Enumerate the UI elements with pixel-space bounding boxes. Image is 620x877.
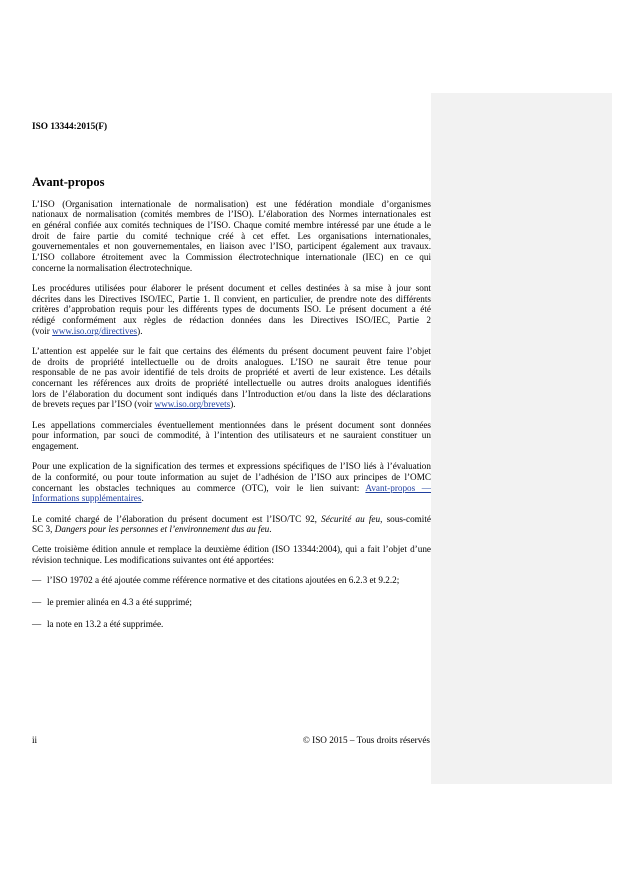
- text-line: Les procédures utilisées pour élaborer le présent document et celles destinées à sa mise à jour sont: [32, 282, 431, 293]
- list-item: [32, 597, 431, 608]
- text-segment: ).: [137, 325, 143, 336]
- text-line: de droits de propriété intellectuelle ou de droits analogues. L’ISO ne saurait être tenue pour: [32, 356, 431, 367]
- text-segment: (voir: [32, 325, 53, 336]
- list-item: [32, 619, 431, 630]
- text-line: [32, 524, 431, 535]
- text-line: de la conformité, ou pour toute information au sujet de l’adhésion de l’ISO aux principes de l’OMC: [32, 471, 431, 482]
- italic-text: Dangers pour les personnes et l’environnement dus au feu: [54, 524, 270, 535]
- foreword-paragraph: [32, 461, 431, 504]
- foreword-body: [32, 199, 431, 641]
- foreword-paragraph: [32, 514, 431, 535]
- text-line: [32, 326, 431, 337]
- text-segment: .: [269, 524, 272, 535]
- text-line: rédigé conformément aux règles de rédaction données dans les Directives ISO/IEC, Partie 2: [32, 315, 431, 326]
- text-line: engagement.: [32, 441, 79, 452]
- foreword-paragraph: [32, 346, 431, 410]
- text-line: Pour une explication de la signification des termes et expressions spécifiques de l’ISO liés à l’évaluation: [32, 461, 431, 472]
- text-line: pour information, par souci de commodité, à l’intention des utilisateurs et ne sauraient constituer un: [32, 430, 431, 441]
- copyright-notice: © ISO 2015 – Tous droits réservés: [302, 734, 430, 745]
- text-segment: Le comité chargé de l’élaboration du présent document est l’ISO/TC 92,: [32, 513, 322, 524]
- hyperlink[interactable]: www.iso.org/directives: [52, 325, 138, 336]
- list-item-text: le premier alinéa en 4.3 a été supprimé;: [47, 597, 192, 608]
- foreword-paragraph: [32, 283, 431, 337]
- text-line: critères d’approbation requis pour les différents types de documents ISO. Le présent document a été: [32, 304, 431, 315]
- text-line: L’attention est appelée sur le fait que certains des éléments du présent document peuvent faire l’objet: [32, 345, 431, 356]
- text-line: [32, 493, 431, 504]
- list-item: [32, 575, 431, 586]
- text-line: Les appellations commerciales éventuellement mentionnées dans le présent document sont données: [32, 419, 431, 430]
- text-line: concerne la normalisation électrotechnique.: [32, 262, 193, 273]
- list-item-text: l’ISO 19702 a été ajoutée comme référence normative et des citations ajoutées en 6.2.3 et 9.2.2;: [47, 575, 400, 586]
- italic-text: Sécurité au feu: [321, 513, 381, 524]
- list-bullet: —: [32, 618, 42, 629]
- text-line: nationaux de normalisation (comités membres de l’ISO). L’élaboration des Normes internationales est: [32, 209, 431, 220]
- section-title: Avant-propos: [32, 175, 105, 189]
- list-bullet: —: [32, 597, 42, 608]
- text-line: décrites dans les Directives ISO/IEC, Partie 1. Il convient, en particulier, de prendre note des différents: [32, 293, 431, 304]
- comment-pane: [431, 93, 612, 784]
- text-line: L’ISO collabore étroitement avec la Commission électrotechnique internationale (IEC) en ce qui: [32, 252, 431, 263]
- text-line: concernant les références aux droits de propriété intellectuelle ou autres droits analogues identifiés: [32, 378, 431, 389]
- foreword-paragraph: [32, 199, 431, 274]
- text-segment: ).: [230, 399, 236, 410]
- text-segment: concernant les obstacles techniques au commerce (OTC), voir le lien suivant:: [32, 482, 366, 493]
- hyperlink[interactable]: www.iso.org/brevets: [154, 399, 231, 410]
- text-line: [32, 399, 431, 410]
- text-line: [32, 483, 431, 494]
- page-footer: [32, 735, 430, 746]
- text-line: en général confiée aux comités techniques de l’ISO. Chaque comité membre intéressé par une étude a le: [32, 219, 431, 230]
- list-bullet: —: [32, 575, 42, 586]
- list-item-text: la note en 13.2 a été supprimée.: [47, 618, 164, 629]
- text-line: droit de faire partie du comité technique créé à cet effet. Les organisations internationales,: [32, 230, 431, 241]
- text-segment: , sous-comité: [380, 513, 431, 524]
- text-line: gouvernementales et non gouvernementales, en liaison avec l’ISO, participent également aux travaux.: [32, 241, 431, 252]
- hyperlink[interactable]: Informations supplémentaires: [32, 493, 142, 504]
- foreword-paragraph: [32, 420, 431, 452]
- text-segment: SC 3,: [32, 524, 55, 535]
- hyperlink[interactable]: Avant-propos —: [365, 482, 431, 493]
- page-number: ii: [32, 734, 38, 745]
- text-line: L’ISO (Organisation internationale de normalisation) est une fédération mondiale d’organismes: [32, 198, 431, 209]
- document-id: ISO 13344:2015(F): [32, 122, 108, 132]
- foreword-paragraph: [32, 544, 431, 565]
- changes-list: [32, 575, 431, 629]
- text-line: responsable de ne pas avoir identifié de tels droits de propriété et averti de leur existence. Les détails: [32, 367, 431, 378]
- text-line: [32, 514, 431, 525]
- text-line: lors de l’élaboration du document sont indiqués dans l’Introduction et/ou dans la liste des déclarations: [32, 388, 431, 399]
- text-segment: .: [141, 493, 144, 504]
- text-line: révision technique. Les modifications suivantes ont été apportées:: [32, 555, 274, 566]
- text-segment: de brevets reçues par l’ISO (voir: [32, 399, 155, 410]
- text-line: Cette troisième édition annule et remplace la deuxième édition (ISO 13344:2004), qui a fait l’objet d’une: [32, 544, 431, 555]
